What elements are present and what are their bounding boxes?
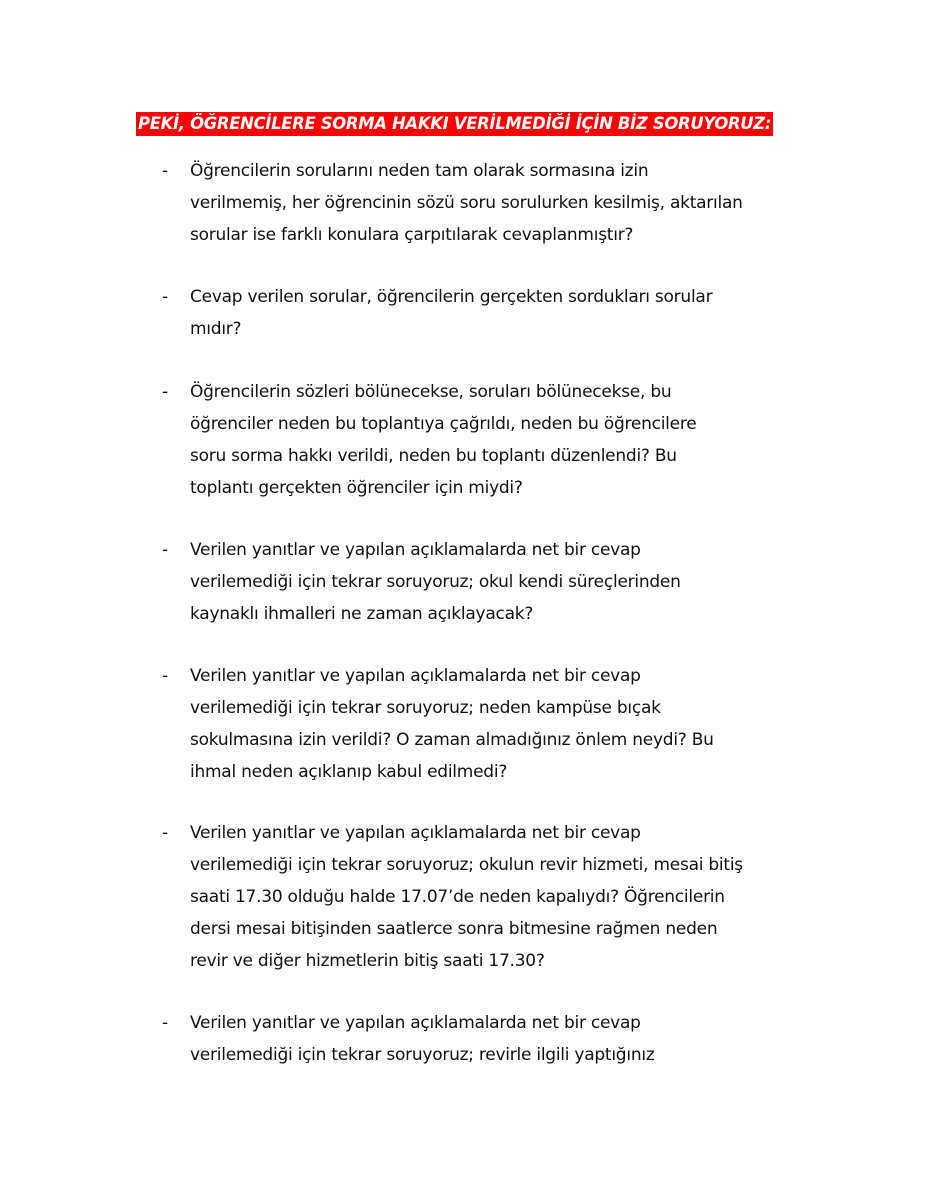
bullet-dash: - [162, 823, 169, 843]
question-text: Verilen yanıtlar ve yapılan açıklamalarda net bir cevap verilemediği için tekrar soruyoruz; neden kampüse bıçak sokulmasına izin verildi? O zaman almadığınız önlem neydi? Bu ihmal neden açıklanıp kabul edilmedi? [190, 666, 714, 782]
bullet-dash: - [162, 161, 169, 181]
question-text: Verilen yanıtlar ve yapılan açıklamalarda net bir cevap verilemediği için tekrar soruyoruz; revirle ilgili yaptığınız [190, 1013, 655, 1065]
document-heading: PEKİ, ÖĞRENCİLERE SORMA HAKKI VERİLMEDİĞİ İÇİN BİZ SORUYORUZ: [136, 112, 773, 136]
question-text: Verilen yanıtlar ve yapılan açıklamalarda net bir cevap verilemediği için tekrar soruyoruz; okulun revir hizmeti, mesai bitiş saati 17.30 olduğu halde 17.07’de neden kapalıydı? Öğrencilerin dersi mesai bitişinden saatlerce sonra bitmesine rağmen neden revir ve diğer hizmetlerin bitiş saati 17.30? [190, 823, 743, 971]
question-text: Öğrencilerin sorularını neden tam olarak sormasına izin verilmemiş, her öğrencinin sözü soru sorulurken kesilmiş, aktarılan sorular ise farklı konulara çarpıtılarak cevaplanmıştır? [190, 161, 743, 245]
bullet-dash: - [162, 287, 169, 307]
question-text: Verilen yanıtlar ve yapılan açıklamalarda net bir cevap verilemediği için tekrar soruyoruz; okul kendi süreçlerinden kaynaklı ihmalleri ne zaman açıklayacak? [190, 540, 681, 624]
question-text: Öğrencilerin sözleri bölünecekse, soruları bölünecekse, bu öğrenciler neden bu toplantıya çağrıldı, neden bu öğrencilere soru sorma hakkı verildi, neden bu toplantı düzenlendi? Bu toplantı gerçekten öğrenciler için miydi? [190, 382, 697, 498]
question-text: Cevap verilen sorular, öğrencilerin gerçekten sordukları sorular mıdır? [190, 287, 713, 339]
bullet-dash: - [162, 666, 169, 686]
bullet-dash: - [162, 1013, 169, 1033]
bullet-dash: - [162, 382, 169, 402]
bullet-dash: - [162, 540, 169, 560]
